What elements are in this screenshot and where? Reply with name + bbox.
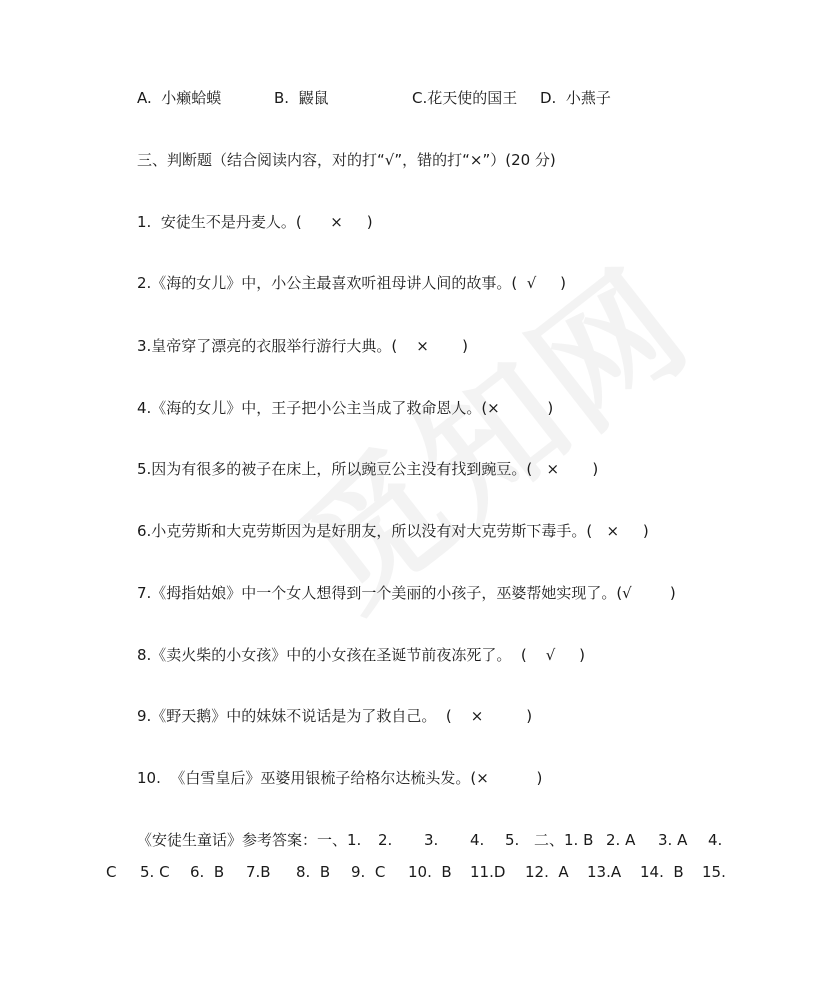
answer-token: 3. — [424, 831, 439, 849]
answer-token: 2. — [378, 831, 393, 849]
answer-token: 4. — [708, 831, 723, 849]
answer-token: C — [106, 863, 117, 881]
answer-token: 3. A — [658, 831, 688, 849]
answer-token: 12. A — [525, 863, 569, 881]
answer-token: 9. C — [351, 863, 386, 881]
option-b: B. 鼹鼠 — [274, 89, 329, 107]
answer-token: 2. A — [606, 831, 636, 849]
answer-token: 11.D — [470, 863, 506, 881]
answer-token: 6. B — [190, 863, 225, 881]
option-a: A. 小癞蛤蟆 — [137, 89, 222, 107]
option-c: C.花天使的国王 — [412, 89, 518, 107]
answers-line-1 — [0, 830, 830, 850]
answer-token: 14. B — [640, 863, 684, 881]
answer-token: 5. C — [140, 863, 170, 881]
question-7: 7.《拇指姑娘》中一个女人想得到一个美丽的小孩子，巫婆帮她实现了。(√ ) — [137, 584, 676, 602]
option-d: D. 小燕子 — [540, 89, 611, 107]
answer-token: 4. — [470, 831, 485, 849]
answer-token: 二、1. B — [534, 831, 594, 849]
answer-token: 《安徒生童话》参考答案：一、1. — [137, 831, 362, 849]
question-9: 9.《野天鹅》中的妹妹不说话是为了救自己。 ( × ) — [137, 707, 533, 725]
answer-token: 5. — [505, 831, 520, 849]
question-2: 2.《海的女儿》中，小公主最喜欢听祖母讲人间的故事。( √ ) — [137, 274, 566, 292]
answer-token: 10. B — [408, 863, 452, 881]
question-10: 10. 《白雪皇后》巫婆用银梳子给格尔达梳头发。(× ) — [137, 769, 543, 787]
section-title: 三、判断题（结合阅读内容，对的打“√”，错的打“×”）(20 分) — [137, 151, 556, 169]
question-6: 6.小克劳斯和大克劳斯因为是好朋友，所以没有对大克劳斯下毒手。( × ) — [137, 522, 649, 540]
options-row — [0, 88, 830, 108]
question-8: 8.《卖火柴的小女孩》中的小女孩在圣诞节前夜冻死了。 ( √ ) — [137, 646, 586, 664]
answers-line-2 — [0, 862, 830, 882]
answer-token: 15. — [702, 863, 726, 881]
answer-token: 8. B — [296, 863, 331, 881]
question-5: 5.因为有很多的被子在床上，所以豌豆公主没有找到豌豆。( × ) — [137, 460, 599, 478]
question-1: 1. 安徒生不是丹麦人。( × ) — [137, 213, 373, 231]
answer-token: 13.A — [587, 863, 622, 881]
question-4: 4.《海的女儿》中，王子把小公主当成了救命恩人。(× ) — [137, 399, 554, 417]
answer-token: 7.B — [246, 863, 271, 881]
question-3: 3.皇帝穿了漂亮的衣服举行游行大典。( × ) — [137, 337, 469, 355]
